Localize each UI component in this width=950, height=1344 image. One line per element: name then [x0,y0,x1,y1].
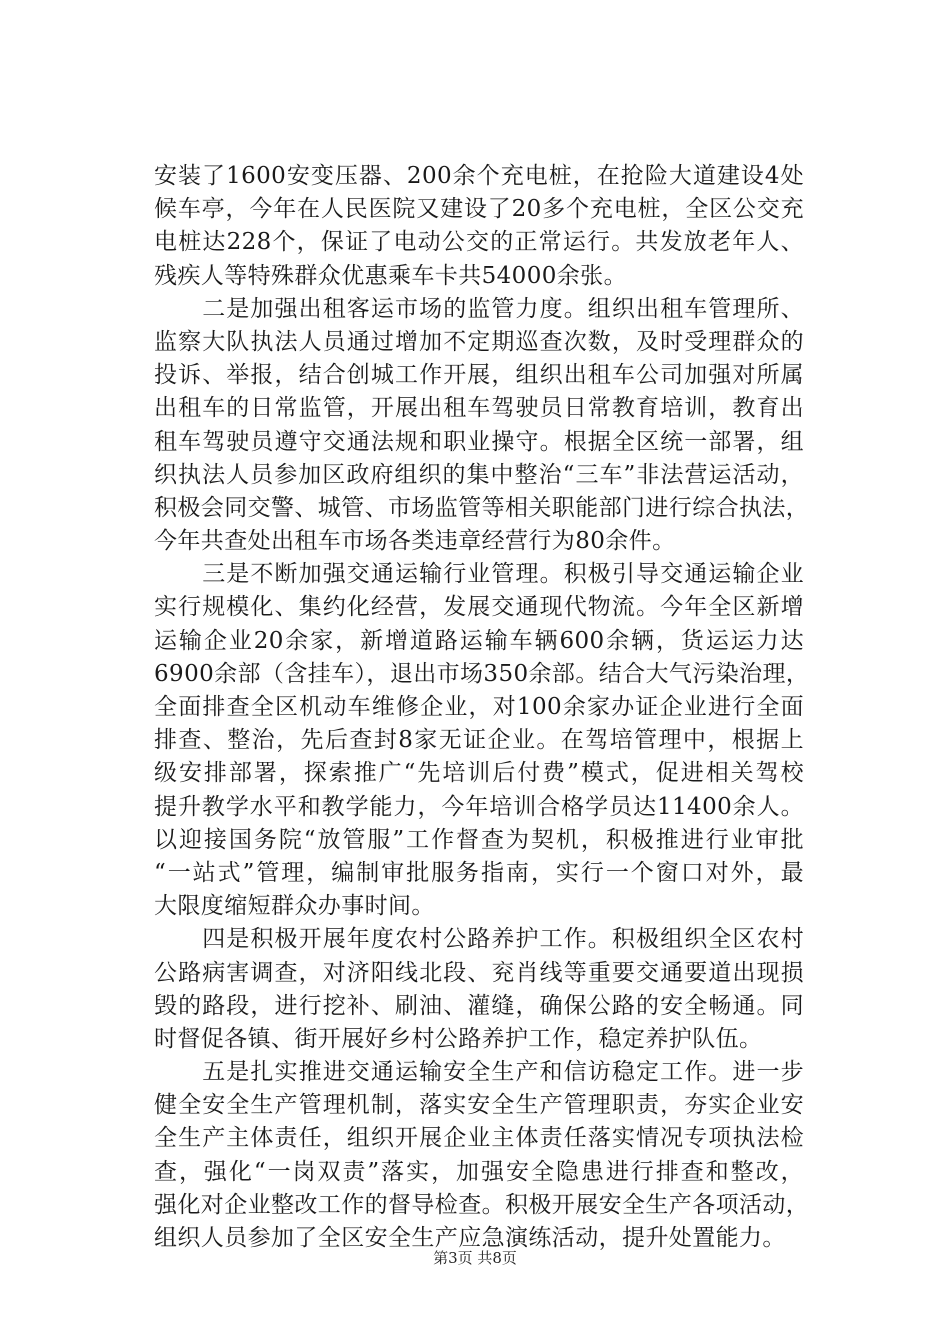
text-line: 全生产主体责任，组织开展企业主体责任落实情况专项执法检 [154,1125,804,1152]
body-text [154,160,810,1255]
text-line: 时督促各镇、街开展好乡村公路养护工作，稳定养护队伍。 [154,1025,763,1052]
text-line: 五是扎实推进交通运输安全生产和信访稳定工作。进一步 [154,1059,804,1086]
text-line: 公路病害调查，对济阳线北段、兖肖线等重要交通要道出现损 [154,959,804,986]
text-line: 积极会同交警、城管、市场监管等相关职能部门进行综合执法， [154,494,810,521]
text-line: 租车驾驶员遵守交通法规和职业操守。根据全区统一部署，组 [154,428,804,455]
text-line: 查，强化“一岗双责”落实，加强安全隐患进行排查和整改， [154,1158,804,1185]
text-line: 以迎接国务院“放管服”工作督查为契机，积极推进行业审批 [154,826,804,853]
text-line: 候车亭，今年在人民医院又建设了20多个充电桩，全区公交充 [154,196,804,223]
text-line: 运输企业20余家，新增道路运输车辆600余辆，货运运力达 [154,627,804,654]
text-line: “一站式”管理，编制审批服务指南，实行一个窗口对外，最 [154,859,804,886]
text-line: 织执法人员参加区政府组织的集中整治“三车”非法营运活动， [154,461,804,488]
text-line: 今年共查处出租车市场各类违章经营行为80余件。 [154,528,676,555]
text-line: 强化对企业整改工作的督导检查。积极开展安全生产各项活动， [154,1191,810,1218]
text-line: 组织人员参加了全区安全生产应急演练活动，提升处置能力。 [154,1225,786,1251]
text-line: 实行规模化、集约化经营，发展交通现代物流。今年全区新增 [154,594,804,621]
text-line: 电桩达228个，保证了电动公交的正常运行。共发放老年人、 [154,229,804,256]
text-line: 残疾人等特殊群众优惠乘车卡共54000余张。 [154,262,627,289]
text-line: 三是不断加强交通运输行业管理。积极引导交通运输企业 [154,561,804,588]
text-line: 出租车的日常监管，开展出租车驾驶员日常教育培训，教育出 [154,395,804,422]
text-line: 二是加强出租客运市场的监管力度。组织出租车管理所、 [154,295,804,322]
text-line: 提升教学水平和教学能力，今年培训合格学员达11400余人。 [154,793,804,820]
text-line: 级安排部署，探索推广“先培训后付费”模式，促进相关驾校 [154,760,804,787]
text-line: 毁的路段，进行挖补、刷油、灌缝，确保公路的安全畅通。同 [154,992,804,1019]
text-line: 安装了1600安变压器、200余个充电桩，在抢险大道建设4处 [154,163,804,189]
text-line: 监察大队执法人员通过增加不定期巡查次数，及时受理群众的 [154,328,804,355]
text-line: 排查、整治，先后查封8家无证企业。在驾培管理中，根据上 [154,727,804,754]
page-number-footer: 第3页 共8页 [433,1249,517,1267]
text-line: 投诉、举报，结合创城工作开展，组织出租车公司加强对所属 [154,362,804,389]
text-line: 健全安全生产管理机制，落实安全生产管理职责，夯实企业安 [154,1092,804,1119]
text-line: 全面排查全区机动车维修企业，对100余家办证企业进行全面 [154,694,804,720]
text-line: 6900余部（含挂车），退出市场350余部。结合大气污染治理， [154,660,810,687]
text-line: 四是积极开展年度农村公路养护工作。积极组织全区农村 [154,926,804,953]
text-line: 大限度缩短群众办事时间。 [154,893,435,920]
